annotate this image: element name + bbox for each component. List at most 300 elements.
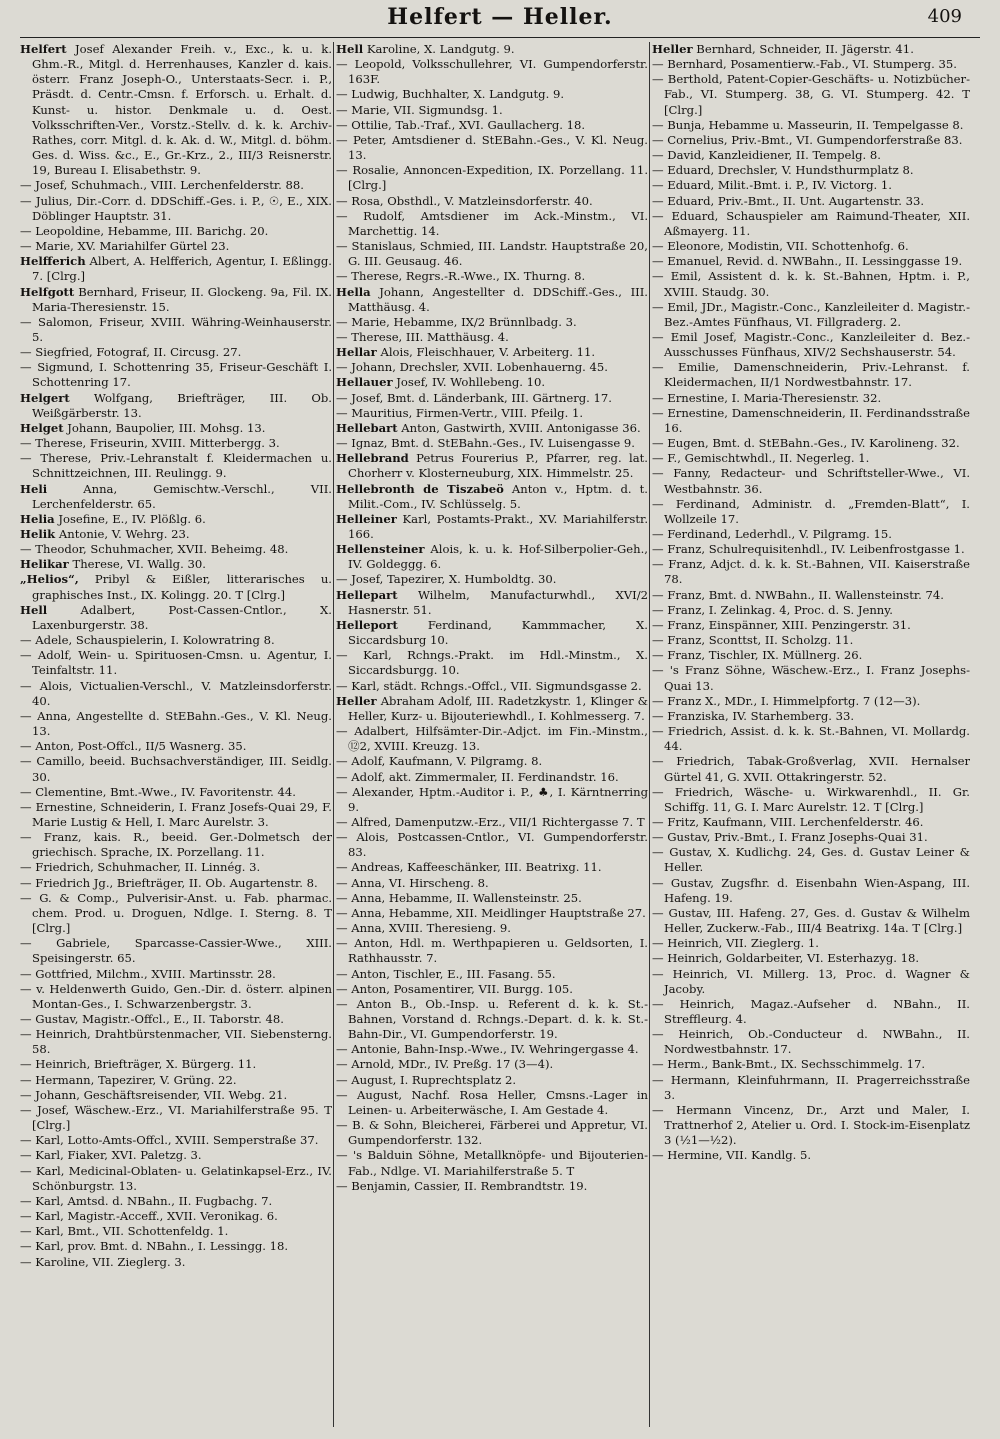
- entry-text: Alois, Fleischhauer, V. Arbeiterg. 11.: [376, 345, 596, 360]
- entry-text: — Friedrich Jg., Briefträger, II. Ob. Augartenstr. 8.: [20, 875, 318, 890]
- entry-text: — Salomon, Friseur, XVIII. Währing-Weinhauserstr. 5.: [20, 314, 332, 344]
- entry-text: — Siegfried, Fotograf, II. Circusg. 27.: [20, 345, 242, 360]
- directory-entry: [20, 1027, 332, 1057]
- entry-text: — Anton, Post-Offcl., II/5 Wasnerg. 35.: [20, 739, 247, 754]
- column-1: [20, 42, 332, 1432]
- header-rule: [20, 37, 980, 38]
- entry-text: — Alfred, Damenputzw.-Erz., VII/1 Richtergasse 7. T: [336, 814, 645, 829]
- directory-entry: [652, 997, 970, 1027]
- directory-entry: [336, 770, 648, 785]
- entry-text: — Anton, Posamentirer, VII. Burgg. 105.: [336, 981, 573, 996]
- entry-text: — Ferdinand, Lederhdl., V. Pilgramg. 15.: [652, 527, 892, 541]
- directory-entry: [652, 694, 970, 709]
- directory-entry: [336, 133, 648, 163]
- directory-entry: [652, 360, 970, 390]
- directory-entry: [20, 1164, 332, 1194]
- entry-text: — David, Kanzleidiener, II. Tempelg. 8.: [652, 148, 881, 163]
- entry-text: — Ignaz, Bmt. d. StEBahn.-Ges., IV. Luisengasse 9.: [336, 436, 635, 451]
- entry-text: — Heinrich, Briefträger, X. Bürgerg. 11.: [20, 1057, 257, 1072]
- entry-text: — August, I. Ruprechtsplatz 2.: [336, 1072, 517, 1087]
- directory-entry: [652, 391, 970, 406]
- directory-entry: [336, 679, 648, 694]
- entry-text: — Josef, Tapezirer, X. Humboldtg. 30.: [336, 572, 557, 587]
- directory-entry: [652, 951, 970, 966]
- entry-text: — Adele, Schauspielerin, I. Kolowratring 8.: [20, 633, 275, 648]
- entry-text: — Mauritius, Firmen-Vertr., VIII. Pfeilg. 1.: [336, 405, 584, 420]
- entry-text: — Karl, Rchngs.-Prakt. im Hdl.-Minstm., X. Siccardsburgg. 10.: [336, 648, 648, 678]
- entry-text: — Leopoldine, Hebamme, III. Barichg. 20.: [20, 223, 269, 238]
- entry-surname: Helfgott: [20, 284, 75, 299]
- directory-entry: [20, 754, 332, 784]
- entry-text: — Anna, Angestellte d. StEBahn.-Ges., V. Kl. Neug. 13.: [20, 708, 332, 739]
- directory-entry: [20, 936, 332, 966]
- directory-entry: [652, 1073, 970, 1103]
- directory-entry: [20, 542, 332, 557]
- entry-text: — Marie, XV. Mariahilfer Gürtel 23.: [20, 239, 230, 254]
- entry-text: Therese, VI. Wallg. 30.: [68, 557, 206, 572]
- entry-text: — Franz, I. Zelinkag. 4, Proc. d. S. Jenny.: [652, 602, 893, 617]
- entry-surname: Heller: [336, 693, 377, 708]
- entry-text: Adalbert, Post-Cassen-Cntlor., X. Laxenburgerstr. 38.: [32, 602, 332, 632]
- entry-surname: Helikar: [20, 557, 69, 572]
- directory-entry: [336, 572, 648, 587]
- directory-entry: [652, 209, 970, 239]
- entry-text: Anton v., Hptm. d. t. Milit.-Com., IV. Schlüsselg. 5.: [348, 481, 648, 511]
- directory-entry: [336, 375, 648, 390]
- directory-entry: [336, 1042, 648, 1057]
- directory-entry: [336, 57, 648, 87]
- directory-entry: [20, 1255, 332, 1270]
- directory-entry: [20, 876, 332, 891]
- entry-text: — Franz X., MDr., I. Himmelpfortg. 7 (12—3).: [652, 693, 921, 708]
- entry-text: — Karl, Bmt., VII. Schottenfeldg. 1.: [20, 1224, 229, 1239]
- entry-text: Alois, k. u. k. Hof-Silberpolier-Geh., IV. Goldeggg. 6.: [348, 542, 648, 572]
- entry-surname: Helfert: [20, 42, 67, 56]
- entry-text: — Eduard, Priv.-Bmt., II. Unt. Augartenstr. 33.: [652, 193, 925, 208]
- entry-surname: Hella: [336, 284, 371, 299]
- entry-text: — Adolf, Wein- u. Spirituosen-Cmsn. u. Agentur, I. Teinfaltstr. 11.: [20, 648, 332, 678]
- entry-text: — Franz, Einspänner, XIII. Penzingerstr. 31.: [652, 617, 911, 632]
- directory-entry: [20, 1148, 332, 1163]
- entry-text: — Therese, Friseurin, XVIII. Mitterbergg. 3.: [20, 436, 280, 451]
- directory-entry: [652, 163, 970, 178]
- entry-text: Karl, Postamts-Prakt., XV. Mariahilferstr. 166.: [348, 511, 648, 541]
- entry-text: — Sigmund, I. Schottenring 35, Friseur-Geschäft I. Schottenring 17.: [20, 360, 332, 390]
- directory-entry: [336, 482, 648, 512]
- directory-entry: [652, 603, 970, 618]
- directory-entry: [652, 254, 970, 269]
- entry-text: Johann, Angestellter d. DDSchiff.-Ges., III. Matthäusg. 4.: [348, 284, 648, 314]
- directory-entry: [20, 512, 332, 527]
- entry-text: — Andreas, Kaffeeschänker, III. Beatrixg. 11.: [336, 860, 602, 875]
- directory-entry: [652, 1027, 970, 1057]
- directory-entry: [336, 785, 648, 815]
- entry-text: — Alexander, Hptm.-Auditor i. P., ♣, I. Kärntnerring 9.: [336, 784, 648, 814]
- entry-text: — Gabriele, Sparcasse-Cassier-Wwe., XIII. Speisingerstr. 65.: [20, 936, 332, 966]
- entry-text: — Marie, VII. Sigmundsg. 1.: [336, 102, 503, 117]
- entry-surname: „Helios“,: [20, 572, 79, 587]
- directory-entry: [336, 830, 648, 860]
- directory-entry: [336, 269, 648, 284]
- entry-text: — Emilie, Damenschneiderin, Priv.-Lehranst. f. Kleidermachen, II/1 Nordwestbahnstr. 17.: [652, 360, 970, 390]
- directory-entry: [336, 194, 648, 209]
- entry-text: — Karl, Medicinal-Oblaten- u. Gelatinkapsel-Erz., IV. Schönburgstr. 13.: [20, 1163, 332, 1193]
- entry-surname: Hellensteiner: [336, 542, 425, 557]
- entry-text: — Ludwig, Buchhalter, X. Landgutg. 9.: [336, 87, 565, 102]
- entry-surname: Helia: [20, 511, 55, 526]
- entry-text: — Theodor, Schuhmacher, XVII. Beheimg. 48.: [20, 542, 289, 557]
- directory-entry: [652, 967, 970, 997]
- entry-text: — Fanny, Redacteur- und Schriftsteller-Wwe., VI. Westbahnstr. 36.: [652, 466, 970, 496]
- entry-text: — 's Balduin Söhne, Metallknöpfe- und Bijouterien-Fab., Ndlge. VI. Mariahilferstraße 5. T: [336, 1148, 648, 1178]
- entry-text: — Josef, Bmt. d. Länderbank, III. Gärtnerg. 17.: [336, 390, 612, 405]
- directory-entry: [20, 1209, 332, 1224]
- entry-text: — Ferdinand, Administr. d. „Fremden-Blatt“, I. Wollzeile 17.: [652, 496, 970, 526]
- entry-text: — Heinrich, VI. Millerg. 13, Proc. d. Wagner & Jacoby.: [652, 966, 970, 996]
- entry-text: — Eleonore, Modistin, VII. Schottenhofg. 6.: [652, 239, 909, 254]
- directory-entry: [20, 436, 332, 451]
- entry-text: — Anton, Tischler, E., III. Fasang. 55.: [336, 966, 556, 981]
- entry-text: — Therese, III. Matthäusg. 4.: [336, 329, 509, 344]
- entry-text: Abraham Adolf, III. Radetzkystr. 1, Klinger & Heller, Kurz- u. Bijouteriewhdl., I. Kohlmesserg. 7.: [348, 693, 648, 723]
- directory-entry: [652, 542, 970, 557]
- directory-entry: [20, 421, 332, 436]
- directory-entry: [652, 724, 970, 754]
- directory-entry: [652, 633, 970, 648]
- directory-entry: [20, 1103, 332, 1133]
- directory-entry: [336, 1073, 648, 1088]
- entry-text: — Gustav, Zugsfhr. d. Eisenbahn Wien-Aspang, III. Hafeng. 19.: [652, 875, 970, 905]
- entry-text: — Karl, Lotto-Amts-Offcl., XVIII. Semperstraße 37.: [20, 1133, 319, 1148]
- entry-text: — Karl, prov. Bmt. d. NBahn., I. Lessingg. 18.: [20, 1239, 289, 1254]
- entry-text: — Eugen, Bmt. d. StEBahn.-Ges., IV. Karolineng. 32.: [652, 436, 960, 451]
- entry-text: — Heinrich, Goldarbeiter, VI. Esterhazyg. 18.: [652, 951, 920, 966]
- directory-entry: [336, 163, 648, 193]
- entry-text: — G. & Comp., Pulverisir-Anst. u. Fab. pharmac. chem. Prod. u. Droguen, Ndlge. I. Sterng. 8. T [Clrg.]: [20, 890, 332, 936]
- entry-text: Anton, Gastwirth, XVIII. Antonigasse 36.: [397, 420, 641, 435]
- entry-text: — 's Franz Söhne, Wäschew.-Erz., I. Franz Josephs-Quai 13.: [652, 663, 970, 693]
- entry-text: — Anna, VI. Hirscheng. 8.: [336, 875, 489, 890]
- entry-text: — Rosalie, Annoncen-Expedition, IX. Porzellang. 11. [Clrg.]: [336, 163, 648, 193]
- directory-entry: [652, 588, 970, 603]
- entry-text: Bernhard, Schneider, II. Jägerstr. 41.: [692, 42, 914, 56]
- entry-text: Wolfgang, Briefträger, III. Ob. Weißgärberstr. 13.: [32, 390, 332, 420]
- directory-entry: [336, 118, 648, 133]
- entry-text: — Eduard, Drechsler, V. Hundsthurmplatz 8.: [652, 163, 914, 178]
- entry-surname: Helik: [20, 527, 56, 541]
- directory-entry: [652, 148, 970, 163]
- directory-entry: [20, 860, 332, 875]
- directory-entry: [336, 936, 648, 966]
- directory-entry: [20, 967, 332, 982]
- entry-text: — Anna, Hebamme, XII. Meidlinger Hauptstraße 27.: [336, 905, 646, 920]
- directory-entry: [652, 330, 970, 360]
- entry-text: — Hermann, Tapezirer, V. Grüng. 22.: [20, 1072, 237, 1087]
- entry-text: — Anton, Hdl. m. Werthpapieren u. Geldsorten, I. Rathhausstr. 7.: [336, 936, 648, 966]
- directory-entry: [336, 209, 648, 239]
- entry-text: Pribyl & Eißler, litterarisches u. graphisches Inst., IX. Kolingg. 20. T [Clrg.]: [32, 572, 332, 602]
- entry-text: — Franziska, IV. Starhemberg. 33.: [652, 708, 855, 723]
- entry-surname: Hellebronth de Tiszabeö: [336, 481, 504, 496]
- entry-text: — Stanislaus, Schmied, III. Landstr. Hauptstraße 20, G. III. Geusaug. 46.: [336, 239, 648, 269]
- directory-entry: [652, 618, 970, 633]
- entry-text: — Arnold, MDr., IV. Preßg. 17 (3—4).: [336, 1057, 554, 1072]
- directory-entry: [652, 406, 970, 436]
- entry-text: Bernhard, Friseur, II. Glockeng. 9a, Fil. IX. Maria-Theresienstr. 15.: [32, 284, 332, 314]
- entry-text: — Eduard, Milit.-Bmt. i. P., IV. Victorg. 1.: [652, 178, 892, 193]
- entry-text: — Johann, Geschäftsreisender, VII. Webg. 21.: [20, 1087, 288, 1102]
- directory-entry: [20, 1239, 332, 1254]
- entry-text: — Eduard, Schauspieler am Raimund-Theater, XII. Aßmayerg. 11.: [652, 208, 970, 238]
- page-title: Helfert — Heller.: [387, 4, 613, 30]
- page-header: [0, 0, 1000, 36]
- directory-entry: [20, 42, 332, 178]
- directory-entry: [336, 1057, 648, 1072]
- directory-entry: [336, 1118, 648, 1148]
- directory-entry: [20, 1194, 332, 1209]
- directory-entry: [652, 269, 970, 299]
- directory-entry: [20, 360, 332, 390]
- directory-entry: [20, 482, 332, 512]
- entry-text: — Friedrich, Wäsche- u. Wirkwarenhdl., II. Gr. Schiffg. 11, G. I. Marc Aurelstr. 12. T [Clrg.]: [652, 784, 970, 814]
- entry-text: — Anna, XVIII. Theresieng. 9.: [336, 921, 511, 936]
- entry-surname: Hellebart: [336, 420, 398, 435]
- directory-entry: [336, 360, 648, 375]
- entry-text: — Adalbert, Hilfsämter-Dir.-Adjct. im Fin.-Minstm., ⑫2, XVIII. Kreuzg. 13.: [336, 724, 648, 754]
- directory-entry: [652, 648, 970, 663]
- directory-entry: [336, 421, 648, 436]
- entry-text: — August, Nachf. Rosa Heller, Cmsns.-Lager in Leinen- u. Arbeiterwäsche, I. Am Gestade 4.: [336, 1087, 648, 1117]
- directory-entry: [652, 709, 970, 724]
- directory-entry: [652, 936, 970, 951]
- entry-text: — Franz, Bmt. d. NWBahn., II. Wallensteinstr. 74.: [652, 587, 944, 602]
- entry-text: — Ernestine, Damenschneiderin, II. Ferdinandsstraße 16.: [652, 405, 970, 435]
- directory-entry: [652, 1148, 970, 1163]
- directory-entry: [20, 1224, 332, 1239]
- entry-text: — Peter, Amtsdiener d. StEBahn.-Ges., V. Kl. Neug. 13.: [336, 132, 648, 163]
- entry-text: — Johann, Drechsler, XVII. Lobenhauerng. 45.: [336, 360, 608, 375]
- directory-entry: [20, 572, 332, 602]
- directory-entry: [20, 254, 332, 284]
- directory-entry: [652, 815, 970, 830]
- entry-text: — Heinrich, Drahtbürstenmacher, VII. Siebensterng. 58.: [20, 1027, 332, 1057]
- entry-text: — Ottilie, Tab.-Traf., XVI. Gaullacherg. 18.: [336, 117, 586, 132]
- entry-text: — Ernestine, Schneiderin, I. Franz Josefs-Quai 29, F. Marie Lustig & Hell, I. Marc Aurelstr. 3.: [20, 799, 332, 829]
- directory-entry: [336, 1179, 648, 1194]
- entry-text: — Gottfried, Milchm., XVIII. Martinsstr. 28.: [20, 966, 276, 981]
- entry-text: — Gustav, Magistr.-Offcl., E., II. Taborstr. 48.: [20, 1012, 284, 1026]
- directory-entry: [336, 906, 648, 921]
- directory-entry: [336, 315, 648, 330]
- entry-surname: Hellar: [336, 345, 377, 360]
- entry-text: — Cornelius, Priv.-Bmt., VI. Gumpendorferstraße 83.: [652, 132, 963, 147]
- directory-entry: [652, 663, 970, 693]
- directory-entry: [652, 466, 970, 496]
- entry-text: — Berthold, Patent-Copier-Geschäfts- u. Notizbücher-Fab., VI. Stumperg. 38, G. VI. Stumperg. 42. T [Clrg.]: [652, 72, 970, 117]
- entry-surname: Hellebrand: [336, 451, 409, 466]
- entry-text: — Rudolf, Amtsdiener im Ack.-Minstm., VI. Marchettig. 14.: [336, 208, 648, 238]
- entry-text: — Rosa, Obsthdl., V. Matzleinsdorferstr. 40.: [336, 193, 593, 208]
- directory-entry: [652, 239, 970, 254]
- column-divider: [333, 42, 334, 1427]
- entry-text: Josef Alexander Freih. v., Exc., k. u. k. Ghm.-R., Mitgl. d. Herrenhauses, Kanzler d. kais. österr. Franz Joseph-O., Unterstaats-Secr. i. P., Präsdt. d. Centr.-Cmsn. f. Erforsch. u. Erhalt. d. Kunst- u. histor. Denkmale u. d. Oest. Volksschriften-Ver., Vorstz.-Stellv. d. k. k. Archiv-Rathes, corr. Mitgl. d. k. Ak. d. W., Mitgl. d. böhm. Ges. d. Wiss. &c., E., Gr.-Krz., 2., III/3 Reisnerstr. 19, Bureau I. Elisabethstr. 9.: [32, 42, 332, 178]
- directory-entry: [20, 557, 332, 572]
- directory-entry: [336, 1088, 648, 1118]
- entry-text: — Clementine, Bmt.-Wwe., IV. Favoritenstr. 44.: [20, 784, 296, 799]
- entry-text: — Bunja, Hebamme u. Masseurin, II. Tempelgasse 8.: [652, 117, 964, 132]
- entry-surname: Helget: [20, 420, 64, 435]
- directory-entry: [20, 603, 332, 633]
- entry-text: — Adolf, Kaufmann, V. Pilgramg. 8.: [336, 754, 543, 769]
- entry-text: — Friedrich, Schuhmacher, II. Linnég. 3.: [20, 860, 261, 875]
- directory-entry: [336, 512, 648, 542]
- directory-entry: [336, 285, 648, 315]
- entry-surname: Heli: [20, 481, 48, 496]
- directory-entry: [336, 345, 648, 360]
- entry-surname: Hell: [336, 42, 364, 56]
- directory-entry: [20, 224, 332, 239]
- directory-entry: [20, 709, 332, 739]
- entry-text: — Fritz, Kaufmann, VIII. Lerchenfelderstr. 46.: [652, 814, 924, 829]
- page-number: 409: [927, 6, 962, 27]
- directory-entry: [652, 133, 970, 148]
- entry-text: — B. & Sohn, Bleicherei, Färberei und Appretur, VI. Gumpendorferstr. 132.: [336, 1118, 648, 1148]
- directory-entry: [20, 1057, 332, 1072]
- directory-entry: [652, 72, 970, 117]
- directory-entry: [20, 785, 332, 800]
- directory-entry: [336, 967, 648, 982]
- directory-entry: [652, 194, 970, 209]
- entry-surname: Helfferich: [20, 254, 86, 269]
- directory-entry: [652, 1057, 970, 1072]
- directory-entry: [336, 542, 648, 572]
- entry-text: — Leopold, Volksschullehrer, VI. Gumpendorferstr. 163F.: [336, 57, 648, 87]
- directory-entry: [336, 239, 648, 269]
- directory-entry: [336, 815, 648, 830]
- directory-entry: [20, 315, 332, 345]
- entry-text: — Karl, städt. Rchngs.-Offcl., VII. Sigmundsgasse 2.: [336, 678, 642, 693]
- entry-text: — Franz, Sconttst, II. Scholzg. 11.: [652, 633, 854, 648]
- entry-text: Johann, Baupolier, III. Mohsg. 13.: [63, 420, 266, 435]
- directory-entry: [20, 830, 332, 860]
- directory-entry: [336, 648, 648, 678]
- directory-entry: [20, 800, 332, 830]
- directory-entry: [336, 876, 648, 891]
- directory-entry: [336, 87, 648, 102]
- entry-text: — Antonie, Bahn-Insp.-Wwe., IV. Wehringergasse 4.: [336, 1042, 639, 1057]
- entry-text: — Friedrich, Tabak-Großverlag, XVII. Hernalser Gürtel 41, G. XVII. Ottakringerstr. 52.: [652, 754, 970, 784]
- entry-text: Josefine, E., IV. Plößlg. 6.: [54, 511, 206, 526]
- directory-entry: [20, 527, 332, 542]
- directory-entry: [652, 57, 970, 72]
- entry-text: — Anna, Hebamme, II. Wallensteinstr. 25.: [336, 890, 582, 905]
- entry-text: — Karoline, VII. Zieglerg. 3.: [20, 1254, 186, 1269]
- directory-entry: [652, 527, 970, 542]
- directory-entry: [336, 982, 648, 997]
- entry-text: — Bernhard, Posamentierw.-Fab., VI. Stumperg. 35.: [652, 57, 957, 72]
- entry-surname: Hell: [20, 602, 48, 617]
- entry-text: — Heinrich, VII. Zieglerg. 1.: [652, 936, 819, 951]
- entry-text: — Therese, Regrs.-R.-Wwe., IX. Thurng. 8.: [336, 269, 586, 284]
- directory-entry: [652, 845, 970, 875]
- entry-text: Anna, Gemischtw.-Verschl., VII. Lerchenfelderstr. 65.: [32, 481, 332, 511]
- directory-entry: [336, 754, 648, 769]
- entry-text: — Marie, Hebamme, IX/2 Brünnlbadg. 3.: [336, 314, 577, 329]
- directory-entry: [20, 633, 332, 648]
- entry-text: — Hermann, Kleinfuhrmann, II. Pragerreichsstraße 3.: [652, 1072, 970, 1102]
- entry-text: — Emil Josef, Magistr.-Conc., Kanzleileiter d. Bez.-Ausschusses Fünfhaus, XIV/2 Sechshauserstr. 54.: [652, 329, 970, 360]
- entry-text: — Josef, Wäschew.-Erz., VI. Mariahilferstraße 95. T [Clrg.]: [20, 1102, 332, 1133]
- entry-text: — Hermann Vincenz, Dr., Arzt und Maler, I. Trattnerhof 2, Atelier u. Ord. I. Stock-im-Eisenplatz 3 (½1—½2).: [652, 1102, 970, 1148]
- directory-entry: [652, 876, 970, 906]
- directory-entry: [652, 42, 970, 57]
- entry-text: — Heinrich, Magaz.-Aufseher d. NBahn., II. Streffleurg. 4.: [652, 996, 970, 1026]
- directory-entry: [652, 118, 970, 133]
- directory-entry: [336, 436, 648, 451]
- directory-entry: [652, 451, 970, 466]
- entry-surname: Helleport: [336, 617, 398, 632]
- directory-entry: [20, 178, 332, 193]
- entry-surname: Hellepart: [336, 587, 398, 602]
- entry-text: — Friedrich, Assist. d. k. k. St.-Bahnen, VI. Mollardg. 44.: [652, 724, 970, 754]
- directory-entry: [652, 497, 970, 527]
- entry-text: — Gustav, X. Kudlichg. 24, Ges. d. Gustav Leiner & Heller.: [652, 845, 970, 875]
- directory-entry: [20, 982, 332, 1012]
- entry-text: — Emanuel, Revid. d. NWBahn., II. Lessinggasse 19.: [652, 254, 963, 269]
- directory-entry: [20, 679, 332, 709]
- directory-entry: [652, 557, 970, 587]
- entry-text: Josef, IV. Wohllebeng. 10.: [392, 375, 546, 390]
- entry-text: — Adolf, akt. Zimmermaler, II. Ferdinandstr. 16.: [336, 769, 619, 784]
- entry-text: — Gustav, III. Hafeng. 27, Ges. d. Gustav & Wilhelm Heller, Zuckerw.-Fab., III/4 Beatrixg. 14a. T [Clrg.]: [652, 905, 970, 936]
- directory-entry: [336, 618, 648, 648]
- entry-text: Karoline, X. Landgutg. 9.: [363, 42, 515, 56]
- entry-text: — v. Heldenwerth Guido, Gen.-Dir. d. österr. alpinen Montan-Ges., I. Schwarzenbergstr. 3.: [20, 981, 332, 1011]
- directory-entry: [20, 1012, 332, 1027]
- entry-surname: Helgert: [20, 390, 70, 405]
- entry-text: Albert, A. Helfferich, Agentur, I. Eßlingg. 7. [Clrg.]: [32, 254, 332, 284]
- entry-text: — Karl, Amtsd. d. NBahn., II. Fugbachg. 7.: [20, 1193, 273, 1208]
- entry-text: — Karl, Fiaker, XVI. Paletzg. 3.: [20, 1148, 202, 1163]
- directory-entry: [336, 724, 648, 754]
- directory-entry: [336, 694, 648, 724]
- entry-surname: Hellauer: [336, 375, 393, 390]
- directory-entry: [336, 42, 648, 57]
- directory-entry: [652, 754, 970, 784]
- directory-entry: [20, 239, 332, 254]
- entry-text: — Camillo, beeid. Buchsachverständiger, III. Seidlg. 30.: [20, 754, 332, 784]
- column-2: [336, 42, 648, 1432]
- entry-surname: Helleiner: [336, 511, 397, 526]
- entry-text: — Franz, Adjct. d. k. k. St.-Bahnen, VII. Kaiserstraße 78.: [652, 557, 970, 587]
- entry-text: — Julius, Dir.-Corr. d. DDSchiff.-Ges. i. P., ☉, E., XIX. Döblinger Hauptstr. 31.: [20, 193, 332, 223]
- directory-entry: [20, 194, 332, 224]
- column-3: [652, 42, 970, 1432]
- entry-text: Wilhelm, Manufacturwhdl., XVI/2 Hasnerstr. 51.: [348, 587, 648, 617]
- entry-text: — Anton B., Ob.-Insp. u. Referent d. k. k. St.-Bahnen, Vorstand d. Rchngs.-Depart. d. k. k. St.-Bahn-Dir., VI. Gumpendorferstr. 19.: [336, 996, 648, 1042]
- directory-entry: [336, 997, 648, 1042]
- directory-entry: [20, 391, 332, 421]
- directory-entry: [652, 830, 970, 845]
- directory-entry: [336, 391, 648, 406]
- directory-entry: [652, 436, 970, 451]
- entry-text: Antonie, V. Wehrg. 23.: [55, 527, 190, 541]
- directory-entry: [20, 1133, 332, 1148]
- directory-entry: [20, 891, 332, 936]
- directory-entry: [336, 891, 648, 906]
- directory-entry: [336, 330, 648, 345]
- directory-entry: [336, 860, 648, 875]
